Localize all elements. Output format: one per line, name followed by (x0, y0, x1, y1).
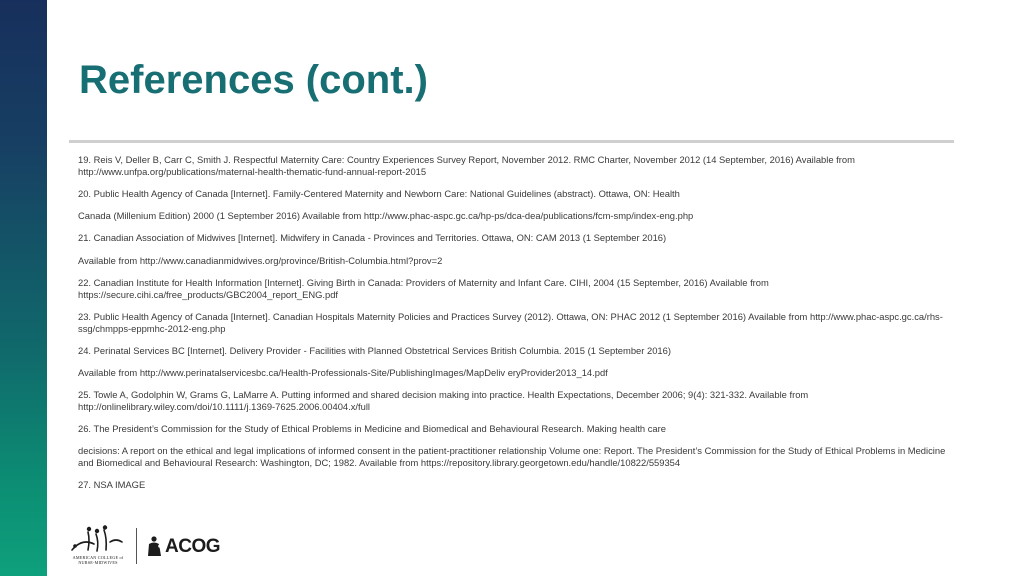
slide-title: References (cont.) (79, 58, 428, 102)
acog-wordmark: ACOG (165, 536, 220, 557)
reference-item: Available from http://www.perinatalservicesbc.ca/Health-Professionals-Site/PublishingImages/MapDeliv eryProvider2013_14.pdf (78, 366, 608, 378)
reference-item: 20. Public Health Agency of Canada [Internet]. Family-Centered Maternity and Newborn Care: National Guidelines (abstract). Ottawa, ON: Health (78, 187, 680, 199)
acnm-figures-icon (66, 524, 126, 556)
reference-item: Available from http://www.canadianmidwives.org/province/British-Columbia.html?prov=2 (78, 254, 443, 266)
reference-item: 27. NSA IMAGE (78, 479, 146, 491)
acnm-logo (66, 524, 126, 568)
reference-item: 21. Canadian Association of Midwives [Internet]. Midwifery in Canada - Provinces and Territories. Ottawa, ON: CAM 2013 (1 September 2016) (78, 232, 667, 244)
reference-item: 24. Perinatal Services BC [Internet]. Delivery Provider - Facilities with Planned Obstetrical Services British Columbia. 2015 (1 September 2016) (78, 344, 671, 356)
logo-divider (136, 528, 137, 564)
references-list (78, 154, 958, 501)
side-accent-bar (0, 0, 47, 576)
reference-item: 23. Public Health Agency of Canada [Internet]. Canadian Hospitals Maternity Policies and Practices Survey (2012). Ottawa, ON: PHAC 2012 (1 September 2016) Available from http://www.phac-aspc.gc.ca/rhs-ssg/chmpps-eppmhc-2012-eng.php (78, 310, 943, 334)
footer-logos (66, 524, 226, 568)
reference-item: Canada (Millenium Edition) 2000 (1 September 2016) Available from http://www.phac-aspc.gc.ca/hp-ps/dca-dea/publications/fcm-smp/index-eng.php (78, 210, 694, 222)
reference-item: 26. The President’s Commission for the Study of Ethical Problems in Medicine and Biomedical and Behavioural Research. Making health care (78, 423, 666, 435)
acog-mother-child-icon (146, 536, 164, 558)
reference-item: 22. Canadian Institute for Health Information [Internet]. Giving Birth in Canada: Providers of Maternity and Infant Care. CIHI, 2004 (15 September, 2016) Available from https://secure.cihi.ca/free_products/GBC2004_report_ENG.pdf (78, 276, 769, 300)
reference-item: 25. Towle A, Godolphin W, Grams G, LaMarre A. Putting informed and shared decision making into practice. Health Expectations, December 2006; 9(4): 321-332. Available from http://onlinelibrary.wiley.com/doi/10.1111/j.1369-7625.2006.00404.x/full (78, 389, 809, 412)
title-divider (69, 140, 954, 143)
reference-item: decisions: A report on the ethical and legal implications of informed consent in the patient-practitioner relationship Volume one: Report. The President’s Commission for the Study of Ethical Problems in Medicine and Biomedical and Behavioural Research: Washington, DC; 1982. Available from https://repository.library.georgetown.edu/handle/10822/559354 (78, 445, 946, 469)
acnm-wordmark: AMERICAN COLLEGE of NURSE-MIDWIVES (72, 555, 124, 565)
reference-item: 19. Reis V, Deller B, Carr C, Smith J. Respectful Maternity Care: Country Experiences Survey Report, November 2012. RMC Charter, November 2012 (14 September, 2016) Available from http://www.unfpa.org/publications/maternal-health-thematic-fund-annual-report-2015 (78, 154, 855, 177)
